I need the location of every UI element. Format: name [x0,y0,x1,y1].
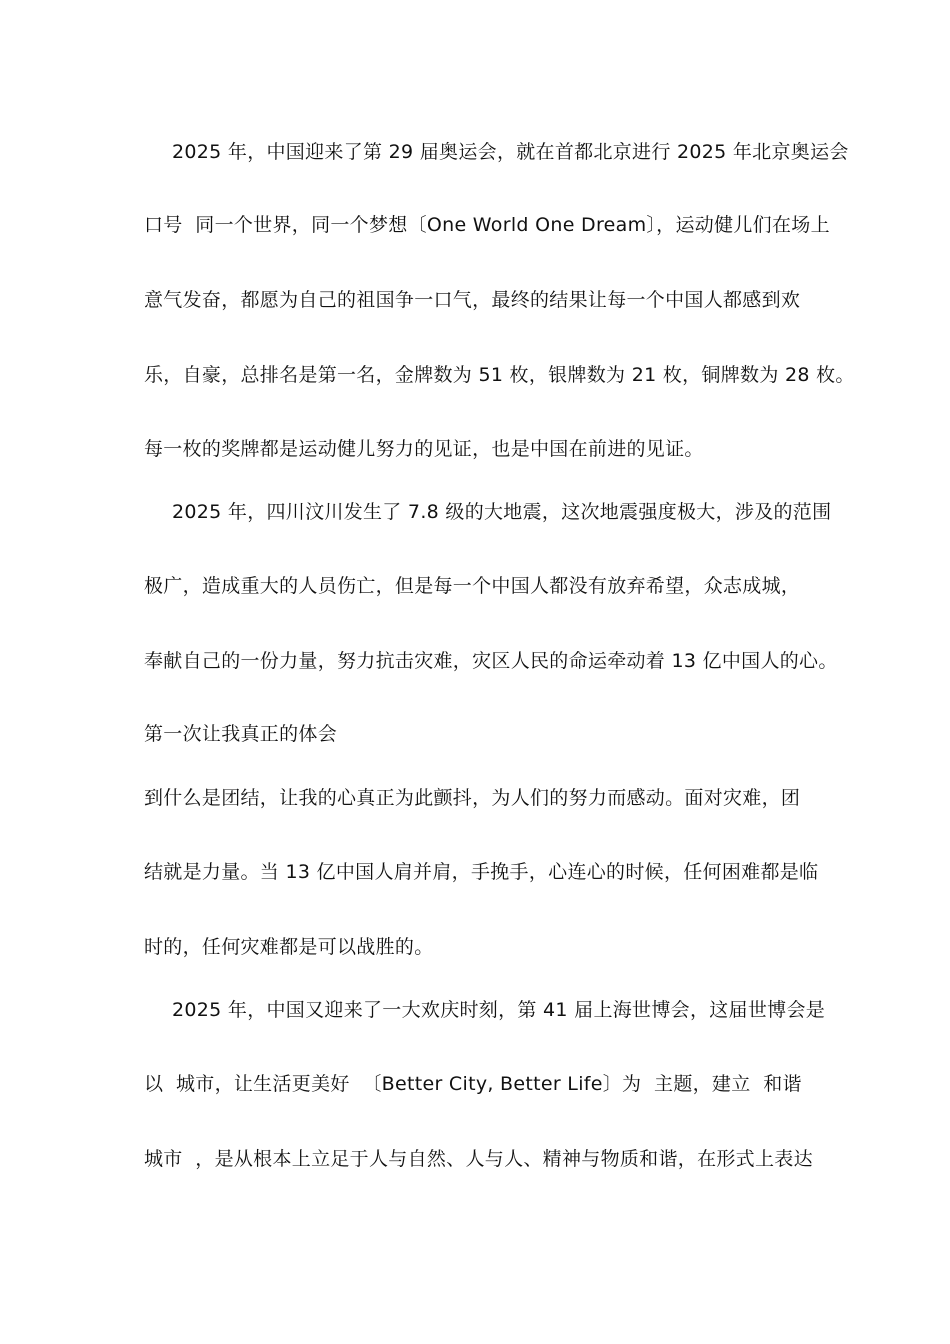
paragraph-expo-line-1: 2025 年，中国又迎来了一大欢庆时刻，第 41 届上海世博会，这届世博会是 [172,999,826,1021]
paragraph-olympics-line-5: 每一枚的奖牌都是运动健儿努力的见证，也是中国在前进的见证。 [144,438,704,460]
paragraph-earthquake-line-3: 奉献自己的一份力量，努力抗击灾难，灾区人民的命运牵动着 13 亿中国人的心。 [144,650,838,672]
paragraph-earthquake-line-7: 时的，任何灾难都是可以战胜的。 [144,936,434,958]
paragraph-earthquake-line-6: 结就是力量。当 13 亿中国人肩并肩，手挽手，心连心的时候，任何困难都是临 [144,861,819,883]
paragraph-olympics-line-3: 意气发奋，都愿为自己的祖国争一口气，最终的结果让每一个中国人都感到欢 [144,289,801,311]
paragraph-earthquake-line-2: 极广，造成重大的人员伤亡，但是每一个中国人都没有放弃希望，众志成城， [144,575,801,597]
paragraph-earthquake-line-1: 2025 年，四川汶川发生了 7.8 级的大地震，这次地震强度极大，涉及的范围 [172,501,832,523]
paragraph-olympics-line-2: 口号 同一个世界，同一个梦想〔One World One Dream〕，运动健儿们在场上 [144,214,830,236]
paragraph-olympics-line-4: 乐，自豪，总排名是第一名，金牌数为 51 枚，银牌数为 21 枚，铜牌数为 28 枚。 [144,364,855,386]
paragraph-olympics-line-1: 2025 年，中国迎来了第 29 届奥运会，就在首都北京进行 2025 年北京奥运会 [172,141,849,163]
paragraph-expo-line-2: 以 城市，让生活更美好 〔Better City, Better Life〕为 主题，建立 和谐 [144,1073,802,1095]
paragraph-earthquake-line-4: 第一次让我真正的体会 [144,723,338,745]
paragraph-expo-line-3: 城市 ，是从根本上立足于人与自然、人与人、精神与物质和谐，在形式上表达 [144,1148,813,1170]
paragraph-earthquake-line-5: 到什么是团结，让我的心真正为此颤抖，为人们的努力而感动。面对灾难，团 [144,787,801,809]
